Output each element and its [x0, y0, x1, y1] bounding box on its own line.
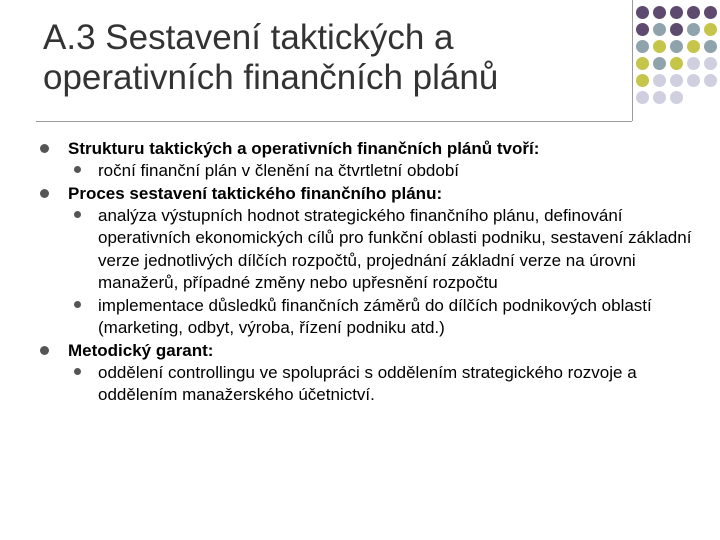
decorative-dot: [636, 57, 649, 70]
sub-bullet-text: roční finanční plán v členění na čtvrtletní období: [98, 161, 460, 180]
bullet-text: Metodický garant:: [68, 340, 214, 360]
decorative-dot: [636, 23, 649, 36]
decorative-dot: [636, 6, 649, 19]
bullet-text: Strukturu taktických a operativních finančních plánů tvoří:: [68, 139, 540, 158]
bullet-dot: [40, 189, 49, 198]
decorative-dot: [653, 91, 666, 104]
sub-bullet-item: [36, 205, 700, 295]
decorative-dot: [687, 74, 700, 87]
sub-bullet-item: [36, 160, 700, 183]
bullet-item-guarantor: [36, 340, 700, 362]
decorative-dot: [670, 23, 683, 36]
bullet-dot: [40, 346, 49, 355]
decorative-dot: [687, 57, 700, 70]
slide-title-line-1: A.3 Sestavení taktických a: [43, 18, 454, 57]
decorative-dot: [704, 23, 717, 36]
decorative-dot: [636, 91, 649, 104]
sub-bullet-dot: [74, 368, 81, 375]
decorative-dot: [653, 74, 666, 87]
bullet-text: Proces sestavení taktického finančního plánu:: [68, 183, 443, 203]
slide-body: [36, 138, 700, 407]
decorative-dot: [670, 40, 683, 53]
decorative-dot: [653, 6, 666, 19]
decorative-dot: [653, 40, 666, 53]
sub-bullet-dot: [74, 166, 81, 173]
decorative-dot: [653, 57, 666, 70]
bullet-item-process: [36, 183, 700, 205]
sub-bullet-item: [36, 295, 700, 340]
decorative-dot: [653, 23, 666, 36]
sub-bullet-text: analýza výstupních hodnot strategického finančního plánu, definování operativních ekonomických cílů pro funkční oblasti podniku, sestavení základní verze jednotlivých dílčích rozpočtů, projednání základní verze na úrovni manažerů, případné změny nebo upřesnění rozpočtu: [98, 205, 692, 292]
bullet-item-structure: [36, 138, 700, 160]
decorative-dot: [687, 40, 700, 53]
decorative-dot: [670, 91, 683, 104]
sub-bullet-text: implementace důsledků finančních záměrů do dílčích podnikových oblastí (marketing, odbyt, výroba, řízení podniku atd.): [98, 295, 652, 337]
decorative-dot: [687, 6, 700, 19]
decorative-dot: [670, 74, 683, 87]
sub-bullet-dot: [74, 211, 81, 218]
slide-title-line-2: operativních finančních plánů: [43, 58, 499, 97]
title-divider-vertical: [632, 0, 633, 121]
decorative-dot: [636, 74, 649, 87]
title-divider: [36, 121, 632, 122]
decorative-dot: [704, 40, 717, 53]
bullet-dot: [40, 144, 49, 153]
sub-bullet-text: oddělení controllingu ve spolupráci s oddělením strategického rozvoje a oddělením manažerského účetnictví.: [98, 362, 637, 404]
decorative-dot-grid: [636, 6, 720, 116]
decorative-dot: [704, 57, 717, 70]
slide-title: [43, 18, 603, 98]
decorative-dot: [670, 6, 683, 19]
decorative-dot: [687, 23, 700, 36]
decorative-dot: [704, 74, 717, 87]
decorative-dot: [704, 6, 717, 19]
sub-bullet-dot: [74, 301, 81, 308]
decorative-dot: [636, 40, 649, 53]
decorative-dot: [670, 57, 683, 70]
sub-bullet-item: [36, 362, 700, 407]
